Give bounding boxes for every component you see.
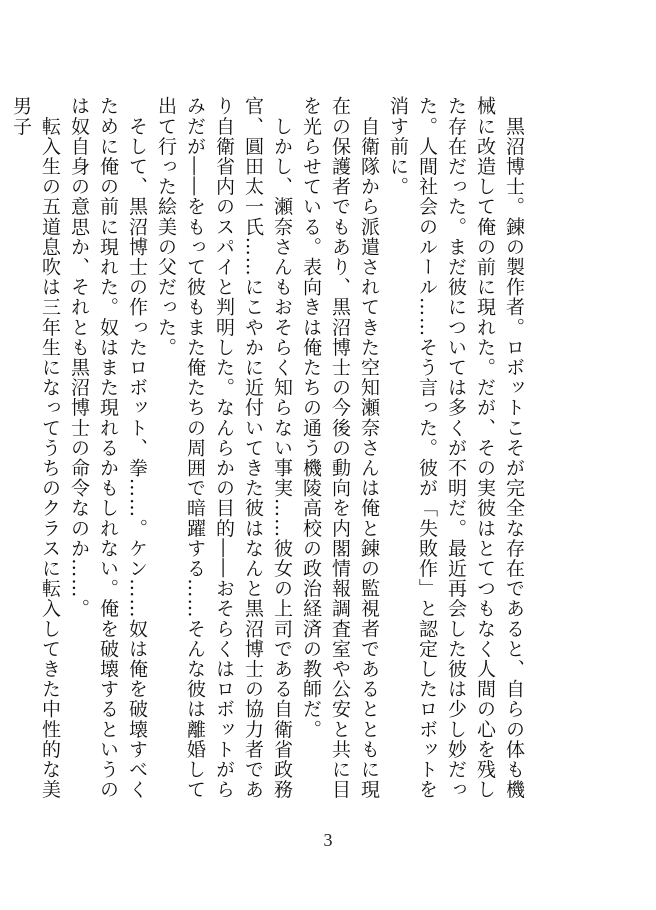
paragraph-godo-ibuki: 転入生の五道息吹は三年生になってうちのクラスに転入してきた中性的な美男子	[10, 96, 61, 800]
paragraph-kuronuma-intro: 黒沼博士。錬の製作者。ロボットこそが完全な存在であると、自らの体も機械に改造して俺の前に現れた。だが、その実彼はとてつもなく人間の心を残した存在だった。まだ彼については多くが不明だ。最近再会した彼は少し妙だった。人間社会のルール……そう言った。彼が「失敗作」と認定したロボットを消す前に。	[387, 96, 525, 800]
paragraph-sena: 自衛隊から派遣されてきた空知瀬奈さんは俺と錬の監視者であるとともに現在の保護者でもあり、黒沼博士の今後の動向を内閣情報調査室や公安と共に目を光らせている。表向きは俺たちの通う機陵高校の政治経済の教師だ。	[300, 96, 380, 800]
paragraph-ken-robot: そして、黒沼博士の作ったロボット、拳……。ケン……奴は俺を破壊すべくために俺の前に現れた。奴はまた現れるかもしれない。俺を破壊するというのは奴自身の意思か、それとも黒沼博士の命令なのか……。	[68, 96, 148, 800]
page-number: 3	[323, 830, 333, 850]
paragraph-enda-spy: しかし、瀬奈さんもおそらく知らない事実……彼女の上司である自衛省政務官、圓田太一氏……にこやかに近付いてきた彼はなんと黒沼博士の協力者であり自衛省内のスパイと判明した。なんらかの目的――おそらくはロボットがらみだが――をもって彼もまた俺たちの周囲で暗躍する……そんな彼は離婚して出て行った絵美の父だった。	[155, 96, 293, 800]
body-text	[6, 96, 528, 816]
